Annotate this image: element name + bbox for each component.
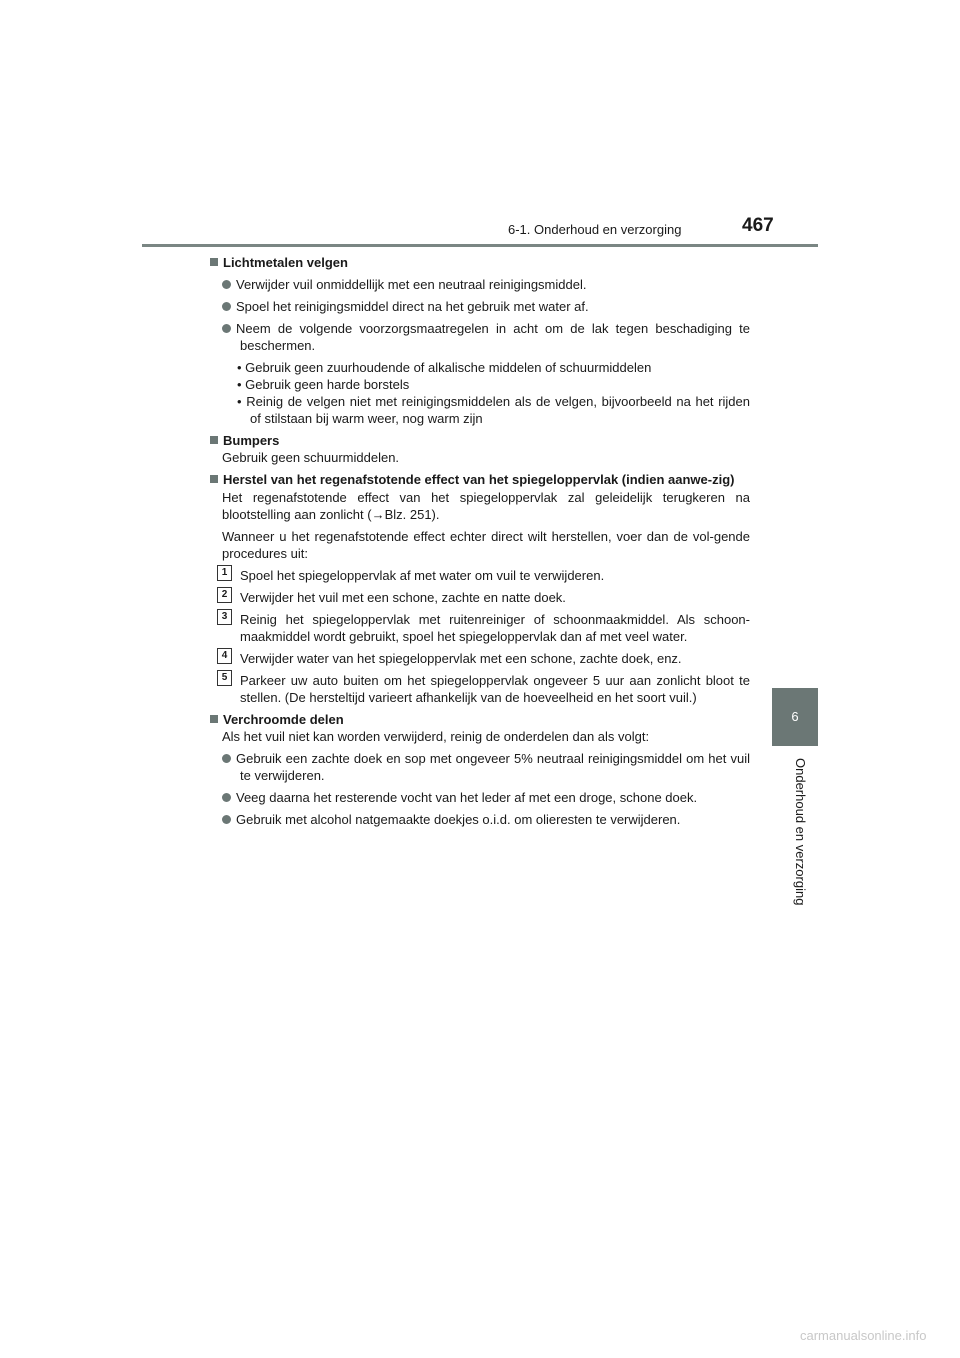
square-bullet-icon xyxy=(210,715,218,723)
bullet-item: Spoel het reinigingsmiddel direct na het gebruik met water af. xyxy=(210,298,750,315)
step-item: 1 Spoel het spiegeloppervlak af met water om vuil te verwijderen. xyxy=(210,567,750,584)
paragraph: Als het vuil niet kan worden verwijderd, reinig de onderdelen dan als volgt: xyxy=(222,729,650,744)
sub-bullet-item: • Gebruik geen zuurhoudende of alkalische middelen of schuurmiddelen xyxy=(237,360,652,375)
header-rule xyxy=(142,244,818,247)
sub-bullet-item: • Gebruik geen harde borstels xyxy=(237,377,410,392)
page-number: 467 xyxy=(742,215,774,236)
circle-bullet-icon xyxy=(222,302,231,311)
paragraph: Het regenafstotende effect van het spiegeloppervlak zal geleidelijk terugkeren na blootstelling aan zonlicht (→Blz. 251). xyxy=(222,490,750,522)
section-heading: Lichtmetalen velgen xyxy=(210,254,750,271)
bullet-item: Veeg daarna het resterende vocht van het leder af met een droge, schone doek. xyxy=(210,789,750,806)
bullet-item: Neem de volgende voorzorgsmaatregelen in acht om de lak tegen beschadiging te beschermen. xyxy=(210,320,750,354)
section-heading: Herstel van het regenafstotende effect van het spiegeloppervlak (indien aanwe-zig) xyxy=(210,471,750,488)
section-heading: Bumpers xyxy=(210,432,750,449)
circle-bullet-icon xyxy=(222,793,231,802)
content xyxy=(210,254,750,833)
section-heading: Verchroomde delen xyxy=(210,711,750,728)
bullet-item: Gebruik met alcohol natgemaakte doekjes o.i.d. om olieresten te verwijderen. xyxy=(210,811,750,828)
step-item: 5 Parkeer uw auto buiten om het spiegeloppervlak ongeveer 5 uur aan zonlicht bloot te stellen. (De hersteltijd varieert afhankelijk van de hoeveelheid en het soort vuil.) xyxy=(210,672,750,706)
circle-bullet-icon xyxy=(222,754,231,763)
paragraph: Gebruik geen schuurmiddelen. xyxy=(222,450,400,465)
circle-bullet-icon xyxy=(222,815,231,824)
step-number: 1 xyxy=(217,565,232,581)
step-number: 4 xyxy=(217,648,232,664)
circle-bullet-icon xyxy=(222,280,231,289)
step-item: 2 Verwijder het vuil met een schone, zachte en natte doek. xyxy=(210,589,750,606)
paragraph: Wanneer u het regenafstotende effect echter direct wilt herstellen, voer dan de vol-gende procedures uit: xyxy=(222,529,750,561)
square-bullet-icon xyxy=(210,475,218,483)
step-number: 2 xyxy=(217,587,232,603)
square-bullet-icon xyxy=(210,436,218,444)
step-number: 3 xyxy=(217,609,232,625)
bullet-item: Verwijder vuil onmiddellijk met een neutraal reinigingsmiddel. xyxy=(210,276,750,293)
circle-bullet-icon xyxy=(222,324,231,333)
step-number: 5 xyxy=(217,670,232,686)
square-bullet-icon xyxy=(210,258,218,266)
bullet-item: Gebruik een zachte doek en sop met ongeveer 5% neutraal reinigingsmiddel om het vuil te verwijderen. xyxy=(210,750,750,784)
step-item: 3 Reinig het spiegeloppervlak met ruitenreiniger of schoonmaakmiddel. Als schoon-maakmiddel wordt gebruikt, spoel het spiegeloppervlak dan af met veel water. xyxy=(210,611,750,645)
header-section-title: 6-1. Onderhoud en verzorging xyxy=(508,222,682,237)
watermark: carmanualsonline.info xyxy=(800,1328,927,1343)
chapter-label: Onderhoud en verzorging xyxy=(793,758,808,906)
step-item: 4 Verwijder water van het spiegeloppervlak met een schone, zachte doek, enz. xyxy=(210,650,750,667)
chapter-tab[interactable]: 6 xyxy=(772,688,818,746)
sub-bullet-item: • Reinig de velgen niet met reinigingsmiddelen als de velgen, bijvoorbeeld na het rijden of stilstaan bij warm weer, nog warm zijn xyxy=(237,394,750,426)
